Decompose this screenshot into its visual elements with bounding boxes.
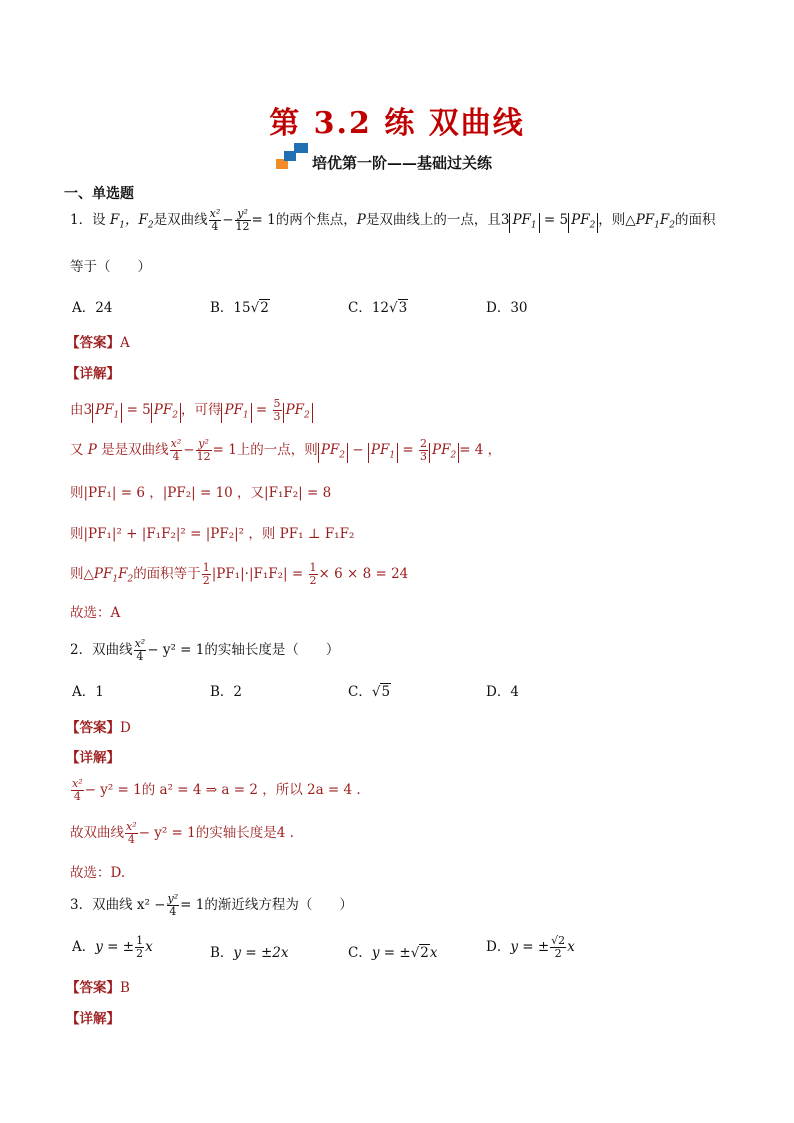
q1-option-b: B．15√2 (210, 300, 269, 316)
page-title: 第 3.2 练 双曲线 (269, 106, 525, 141)
q1-step2: 又 P 是是双曲线 $\frac{\text{x²}}{4}$ − $\frac{\text{y²}}{12}$ = 1上的一点，则 $PF_2 - PF_1$ = $\frac{2}{3}$ $PF_2 = 4$ ， (70, 437, 502, 463)
q2-detail-label: 【详解】 (66, 750, 120, 766)
q1-stem-line2: 等于（ ） (70, 259, 151, 275)
q1-conclusion: 故选：A (70, 605, 121, 621)
q2-answer: 【答案】D (66, 720, 131, 736)
logo-icon (276, 143, 310, 169)
q3-option-c: C．y = ±√2x (348, 945, 438, 961)
q1-option-a: A．24 (72, 300, 113, 316)
q1-step3: 则|PF₁| = 6 ，|PF₂| = 10 ，又|F₁F₂| = 8 (70, 485, 332, 501)
q2-step2: 故双曲线 $\frac{\text{x²}}{4}$ − y² = 1的实轴长度是4 . (70, 820, 294, 846)
q2-option-c: C．√5 (348, 684, 391, 700)
q1-option-d: D．30 (486, 300, 528, 316)
q1-step1: 由3 $PF_1 = 5$ $PF_2$ ，可得 $PF_1$ = $\frac{5}{3}$ $PF_2$ (70, 398, 313, 423)
q2-step1: $\frac{\text{x²}}{4}$ − y² = 1的 a² = 4 ⇒ a = 2 ，所以 2a = 4 . (72, 777, 361, 803)
q1-step5: 则$\triangle PF_1F_2$的面积等于 $\frac{1}{2}$ |PF₁|·|F₁F₂| = $\frac{1}{2}$ × 6 × 8 = 24 (70, 561, 409, 587)
q3-answer: 【答案】B (66, 980, 130, 996)
q1-stem: 1．设 $F_1$，$F_2$是双曲线 $\frac{\text{x²}}{4}$ − $\frac{\text{y²}}{12}$ = 1的两个焦点，P是双曲线上的一点，且3 $PF_1 = 5$ $PF_2$ ，则$\triangle PF_1F_2$的面积 (70, 207, 716, 233)
section-heading: 一、单选题 (64, 186, 134, 202)
page-subtitle: 培优第一阶——基础过关练 (312, 154, 493, 172)
q2-option-b: B．2 (210, 684, 243, 700)
q2-option-a: A．1 (72, 684, 104, 700)
q2-option-d: D．4 (486, 684, 519, 700)
q1-answer: 【答案】A (66, 335, 130, 351)
q1-option-c: C．12√3 (348, 300, 408, 316)
q2-stem: 2．双曲线 $\frac{\text{x²}}{4}$ − y² = 1的实轴长度是（ ） (70, 637, 340, 663)
q1-detail-label: 【详解】 (66, 366, 120, 382)
q2-conclusion: 故选：D. (70, 865, 126, 881)
q3-stem: 3．双曲线 x² − $\frac{\text{y²}}{4}$ = 1的渐近线方程为（ ） (70, 892, 353, 918)
q1-step4: 则|PF₁|² + |F₁F₂|² = |PF₂|² ，则 PF₁ ⊥ F₁F₂ (70, 526, 355, 542)
q3-option-d: D．y = ± $\frac{√2}{2}$ x (486, 934, 575, 960)
q3-detail-label: 【详解】 (66, 1011, 120, 1027)
q3-option-a: A．y = ± $\frac{1}{2}$ x (72, 934, 153, 960)
q3-option-b: B．y = ±2x (210, 945, 289, 961)
